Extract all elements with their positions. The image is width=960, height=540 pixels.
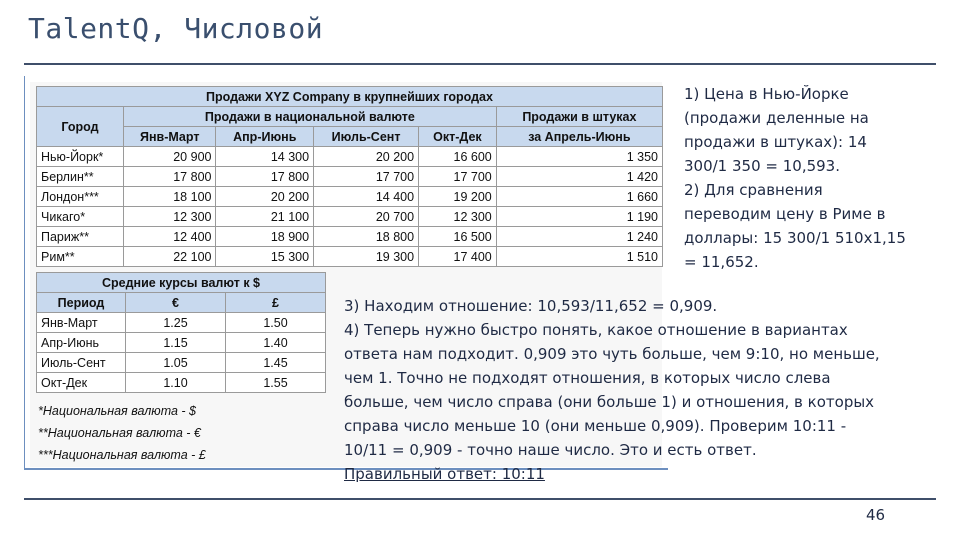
sales-cell: 16 500: [419, 227, 497, 247]
solution-line: справа число меньше 10 (они меньше 0,909). Проверим 10:11 -: [344, 417, 847, 435]
sales-cell: 20 700: [314, 207, 419, 227]
quarter-header: Окт-Дек: [419, 127, 497, 147]
period-cell: Окт-Дек: [37, 373, 126, 393]
period-header: Период: [37, 293, 126, 313]
period-cell: Апр-Июнь: [37, 333, 126, 353]
units-cell: 1 350: [496, 147, 662, 167]
footnote: **Национальная валюта - €: [38, 426, 201, 440]
solution-line: доллары: 15 300/1 510х1,15: [684, 229, 906, 247]
rate-cell: 1.55: [225, 373, 325, 393]
solution-line: 1) Цена в Нью-Йорке: [684, 85, 849, 103]
solution-line: 2) Для сравнения: [684, 181, 823, 199]
table-row: [37, 333, 326, 353]
table-row: [37, 373, 326, 393]
table-row: [37, 353, 326, 373]
rates-table-title: Средние курсы валют к $: [37, 273, 326, 293]
rate-cell: 1.10: [126, 373, 226, 393]
sales-table-title: Продажи XYZ Company в крупнейших городах: [37, 87, 663, 107]
table-row: [37, 227, 663, 247]
city-header: Город: [37, 107, 124, 147]
rate-cell: 1.45: [225, 353, 325, 373]
sales-cell: 22 100: [124, 247, 216, 267]
sales-cell: 14 300: [216, 147, 314, 167]
rate-cell: 1.25: [126, 313, 226, 333]
rate-cell: 1.05: [126, 353, 226, 373]
sales-cell: 19 300: [314, 247, 419, 267]
sales-cell: 17 700: [419, 167, 497, 187]
footnote: *Национальная валюта - $: [38, 404, 196, 418]
solution-line: = 11,652.: [684, 253, 759, 271]
solution-line: 3) Находим отношение: 10,593/11,652 = 0,909.: [344, 297, 718, 315]
top-divider: [24, 63, 936, 65]
solution-line: 10/11 = 0,909 - точно наше число. Это и есть ответ.: [344, 441, 757, 459]
eur-header: €: [126, 293, 226, 313]
city-cell: Лондон***: [37, 187, 124, 207]
sales-cell: 17 800: [124, 167, 216, 187]
city-cell: Берлин**: [37, 167, 124, 187]
footnote: ***Национальная валюта - £: [38, 448, 206, 462]
table-row: [37, 167, 663, 187]
slide-title: TalentQ, Числовой: [28, 12, 324, 45]
sales-cell: 18 100: [124, 187, 216, 207]
sales-cell: 17 700: [314, 167, 419, 187]
table-row: [37, 187, 663, 207]
units-header-line2: за Апрель-Июнь: [496, 127, 662, 147]
rate-cell: 1.50: [225, 313, 325, 333]
sales-cell: 12 300: [419, 207, 497, 227]
sales-cell: 18 800: [314, 227, 419, 247]
solution-line: чем 1. Точно не подходят отношения, в которых число слева: [344, 369, 831, 387]
units-cell: 1 190: [496, 207, 662, 227]
sales-cell: 21 100: [216, 207, 314, 227]
table-row: [37, 147, 663, 167]
sales-table: [36, 86, 663, 267]
solution-line: больше, чем число справа (они больше 1) и отношения, в которых: [344, 393, 875, 411]
solution-line: 300/1 350 = 10,593.: [684, 157, 840, 175]
quarter-header: Апр-Июнь: [216, 127, 314, 147]
rate-cell: 1.15: [126, 333, 226, 353]
city-cell: Чикаго*: [37, 207, 124, 227]
sales-cell: 15 300: [216, 247, 314, 267]
units-cell: 1 660: [496, 187, 662, 207]
table-row: [37, 247, 663, 267]
sales-cell: 17 400: [419, 247, 497, 267]
units-cell: 1 510: [496, 247, 662, 267]
units-cell: 1 240: [496, 227, 662, 247]
sales-cell: 16 600: [419, 147, 497, 167]
sales-cell: 18 900: [216, 227, 314, 247]
solution-line: ответа нам подходит. 0,909 это чуть больше, чем 9:10, но меньше,: [344, 345, 880, 363]
period-cell: Июль-Сент: [37, 353, 126, 373]
exchange-rates-table: [36, 272, 326, 393]
city-cell: Нью-Йорк*: [37, 147, 124, 167]
solution-line: (продажи деленные на: [684, 109, 869, 127]
solution-steps-bottom: [344, 294, 944, 486]
solution-line: 4) Теперь нужно быстро понять, какое отношение в вариантах: [344, 321, 848, 339]
table-row: [37, 313, 326, 333]
sales-cell: 14 400: [314, 187, 419, 207]
city-cell: Париж**: [37, 227, 124, 247]
correct-answer: Правильный ответ: 10:11: [344, 465, 545, 483]
period-cell: Янв-Март: [37, 313, 126, 333]
units-header-line1: Продажи в штуках: [496, 107, 662, 127]
units-cell: 1 420: [496, 167, 662, 187]
quarter-header: Янв-Март: [124, 127, 216, 147]
bottom-divider: [24, 498, 936, 500]
sales-cell: 19 200: [419, 187, 497, 207]
sales-cell: 20 200: [216, 187, 314, 207]
quarter-header: Июль-Сент: [314, 127, 419, 147]
sales-cell: 17 800: [216, 167, 314, 187]
city-cell: Рим**: [37, 247, 124, 267]
table-row: [37, 207, 663, 227]
page-number: 46: [866, 506, 886, 524]
national-currency-header: Продажи в национальной валюте: [124, 107, 497, 127]
solution-line: переводим цену в Риме в: [684, 205, 886, 223]
gbp-header: £: [225, 293, 325, 313]
rate-cell: 1.40: [225, 333, 325, 353]
sales-cell: 20 200: [314, 147, 419, 167]
solution-line: продажи в штуках): 14: [684, 133, 867, 151]
solution-steps-right: [684, 82, 934, 274]
sales-cell: 20 900: [124, 147, 216, 167]
sales-cell: 12 300: [124, 207, 216, 227]
sales-cell: 12 400: [124, 227, 216, 247]
